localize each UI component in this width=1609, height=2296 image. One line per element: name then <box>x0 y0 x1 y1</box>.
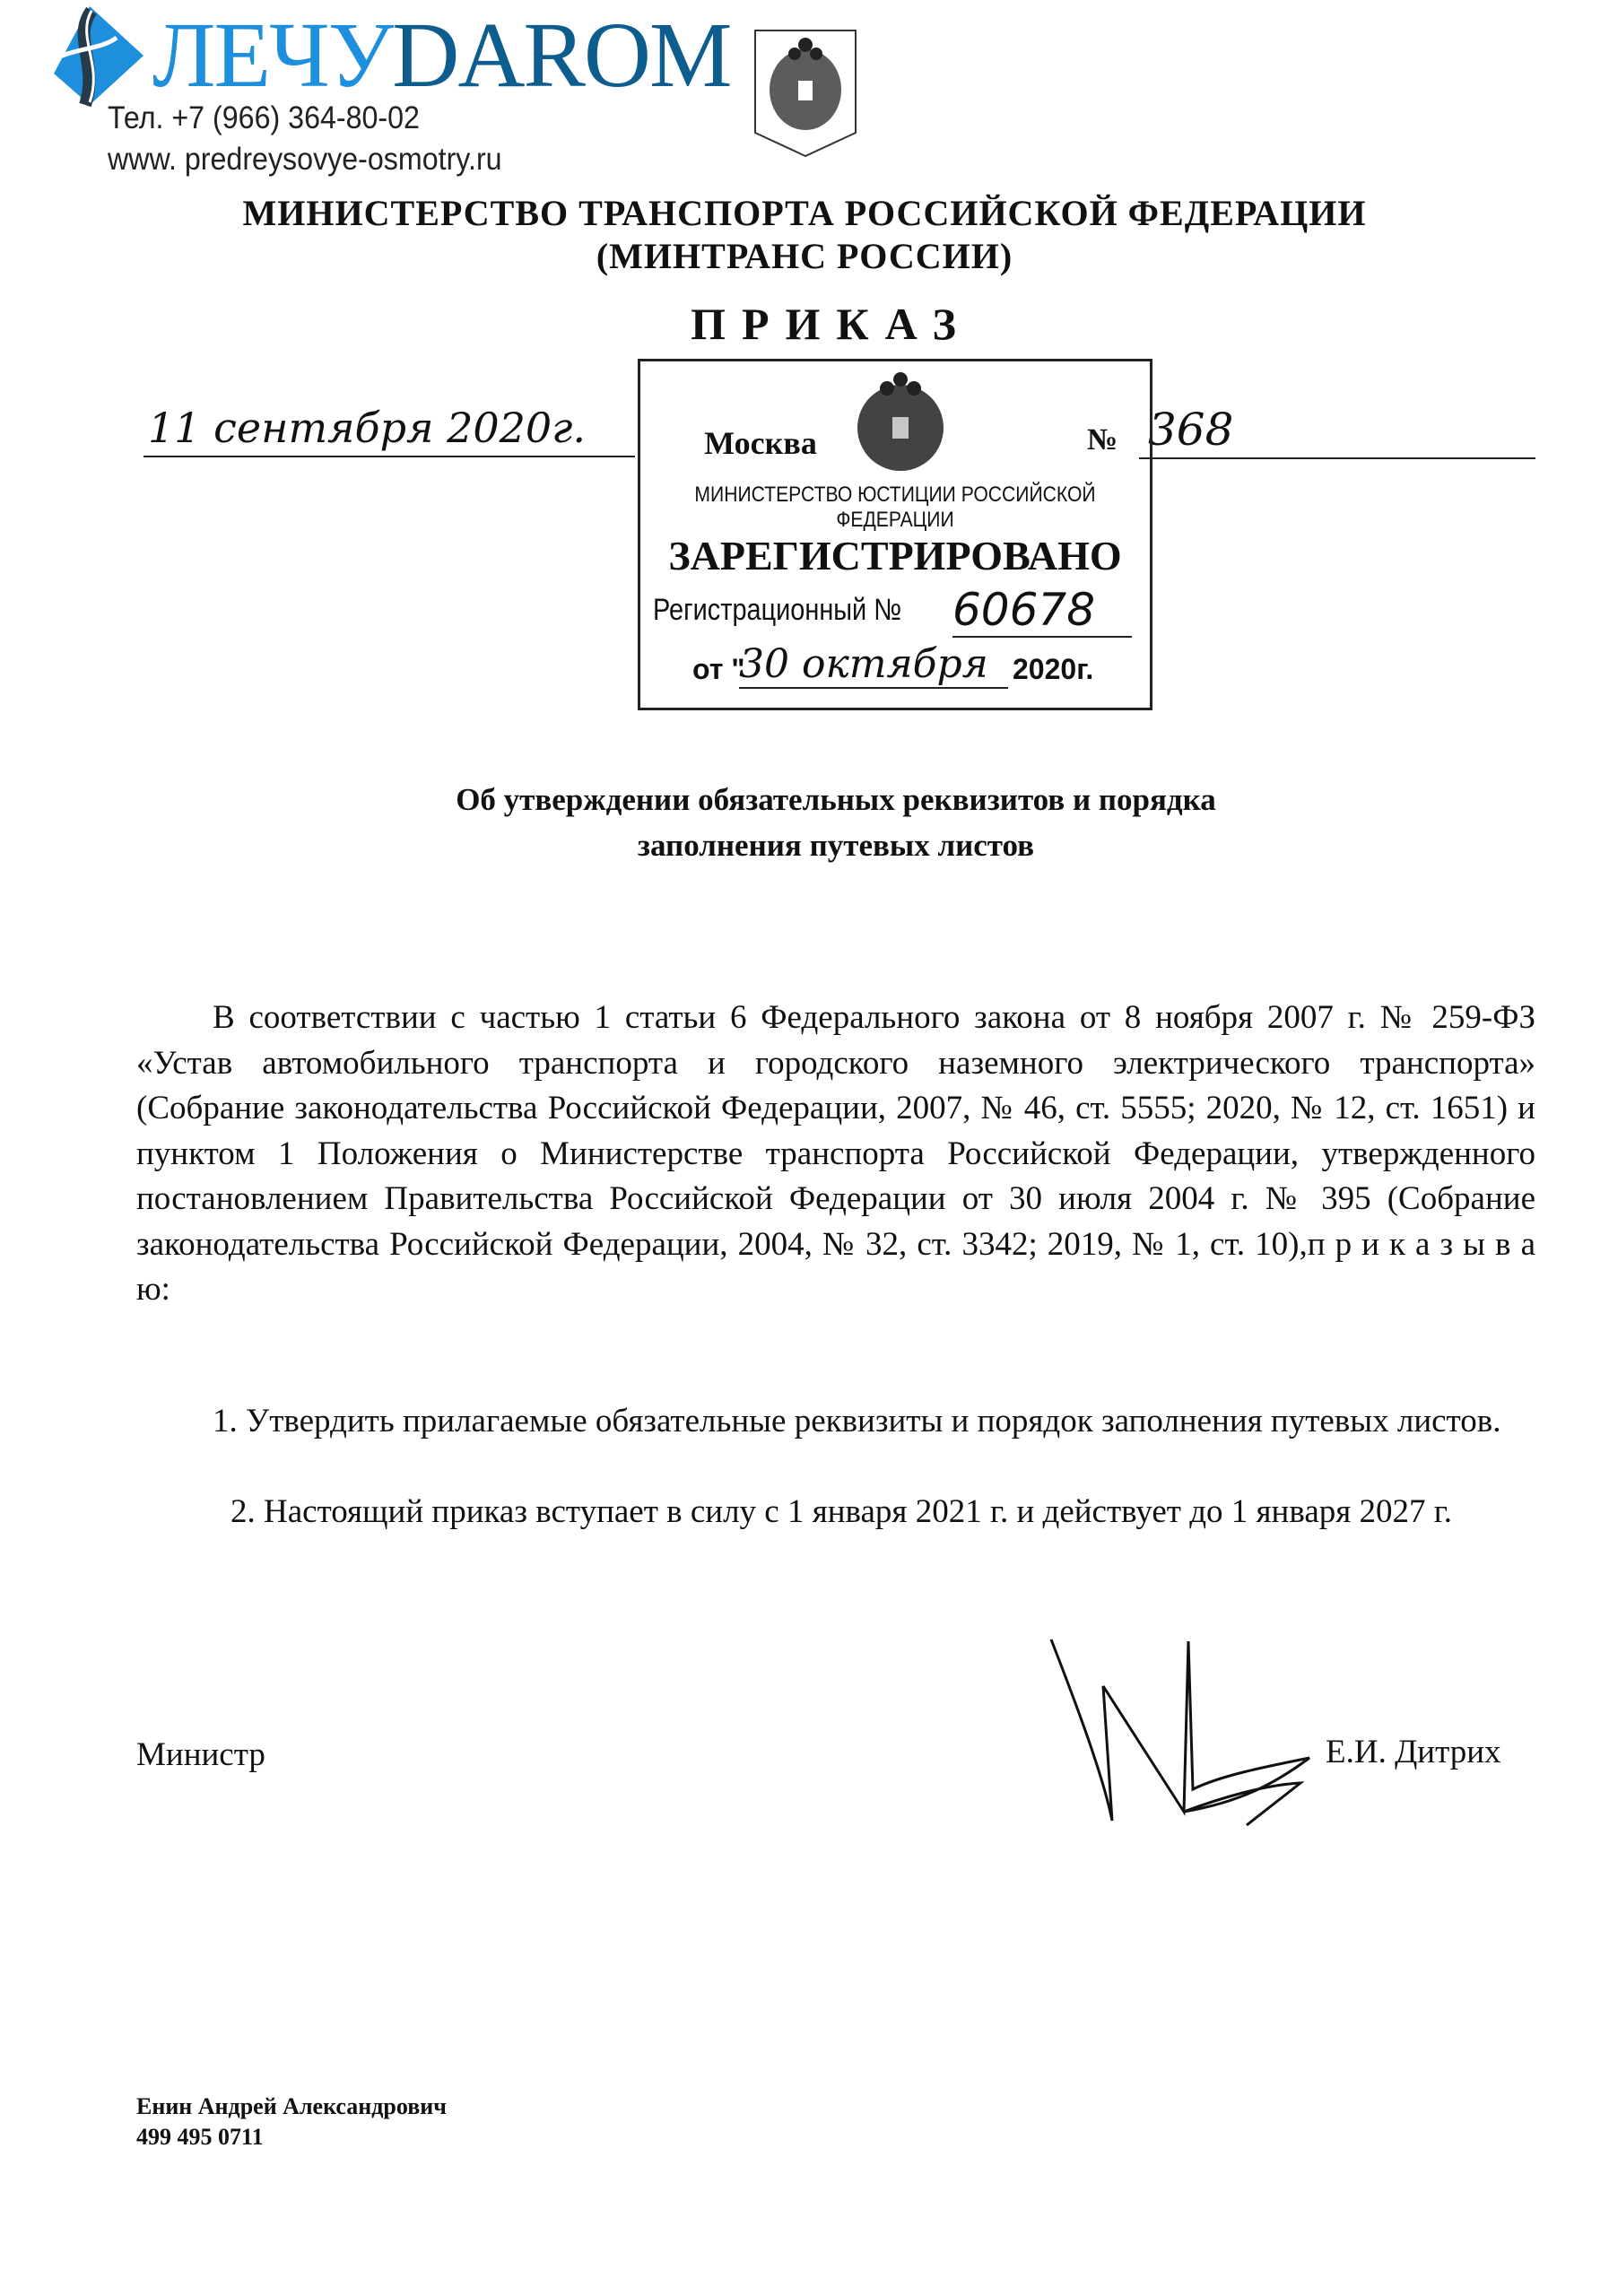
logo-text-part1: ЛЕЧУ <box>152 4 393 107</box>
title-line-2: заполнения путевых листов <box>637 828 1035 863</box>
item-1: 1. Утвердить прилагаемые обязательные реквизиты и порядок заполнения путевых листов. <box>213 1403 1501 1439</box>
reg-year: 2020г. <box>1013 653 1094 685</box>
phone-text: Тел. +7 (966) 364-80-02 <box>108 100 420 135</box>
order-number-handwritten: 368 <box>1148 404 1234 456</box>
preamble-text: В соответствии с частью 1 статьи 6 Федерального закона от 8 ноября 2007 г. № 259-ФЗ «Устав автомобильного транспорта и городского наземного электрического транспорта» (Собрание законодательства Российской Федерации, 2007, № 46, ст. 5555; 2020, № 12, ст. 1651) и пунктом 1 Положения о Министерстве транспорта Российской Федерации, утвержденного постановлением Правительства Российской Федерации от 30 июля 2004 г. № 395 (Собрание законодательства Российской Федерации, 2004, № 32, ст. 3342; 2019, № 1, ст. 10), <box>136 999 1535 1263</box>
number-line <box>1139 457 1535 459</box>
title-line-1: Об утверждении обязательных реквизитов и порядка <box>456 782 1216 817</box>
ministry-short: (МИНТРАНС РОССИИ) <box>596 236 1013 276</box>
website-link[interactable]: www. predreysovye-osmotry.ru <box>108 142 502 177</box>
city: Москва <box>704 425 817 461</box>
reg-label: Регистрационный № <box>653 593 902 627</box>
registration-stamp <box>638 359 1152 710</box>
order-word: п р и к а з ы в а ю: <box>136 1225 1535 1308</box>
logo <box>36 2 730 109</box>
logo-text-part2: DAROM <box>392 4 731 107</box>
reg-number-handwritten: 60678 <box>952 584 1132 638</box>
coat-of-arms-icon <box>752 27 859 160</box>
order-date-handwritten: 11 сентября 2020г. <box>148 404 587 452</box>
reg-date-label: от " <box>692 653 745 685</box>
signer-name: Е.И. Дитрих <box>1326 1734 1501 1770</box>
executor-phone: 499 495 0711 <box>136 2124 264 2150</box>
preamble-paragraph <box>136 996 1535 1313</box>
signer-position: Министр <box>136 1736 265 1773</box>
document-title <box>31 777 1609 868</box>
stamp-org: МИНИСТЕРСТВО ЮСТИЦИИ РОССИЙСКОЙ ФЕДЕРАЦИИ <box>694 483 1096 532</box>
reg-date-handwritten: 30 октября <box>739 641 1008 689</box>
doc-type: ПРИКАЗ <box>691 299 972 349</box>
stamp-status: ЗАРЕГИСТРИРОВАНО <box>668 533 1122 578</box>
number-label: № <box>1087 423 1118 457</box>
handwritten-signature <box>1040 1632 1327 1834</box>
ministry-title: МИНИСТЕРСТВО ТРАНСПОРТА РОССИЙСКОЙ ФЕДЕРАЦИИ <box>242 193 1367 233</box>
item-2: 2. Настоящий приказ вступает в силу с 1 января 2021 г. и действует до 1 января 2027 г. <box>230 1493 1453 1530</box>
executor-name: Енин Андрей Александрович <box>136 2093 447 2119</box>
logo-road-icon <box>36 2 152 109</box>
